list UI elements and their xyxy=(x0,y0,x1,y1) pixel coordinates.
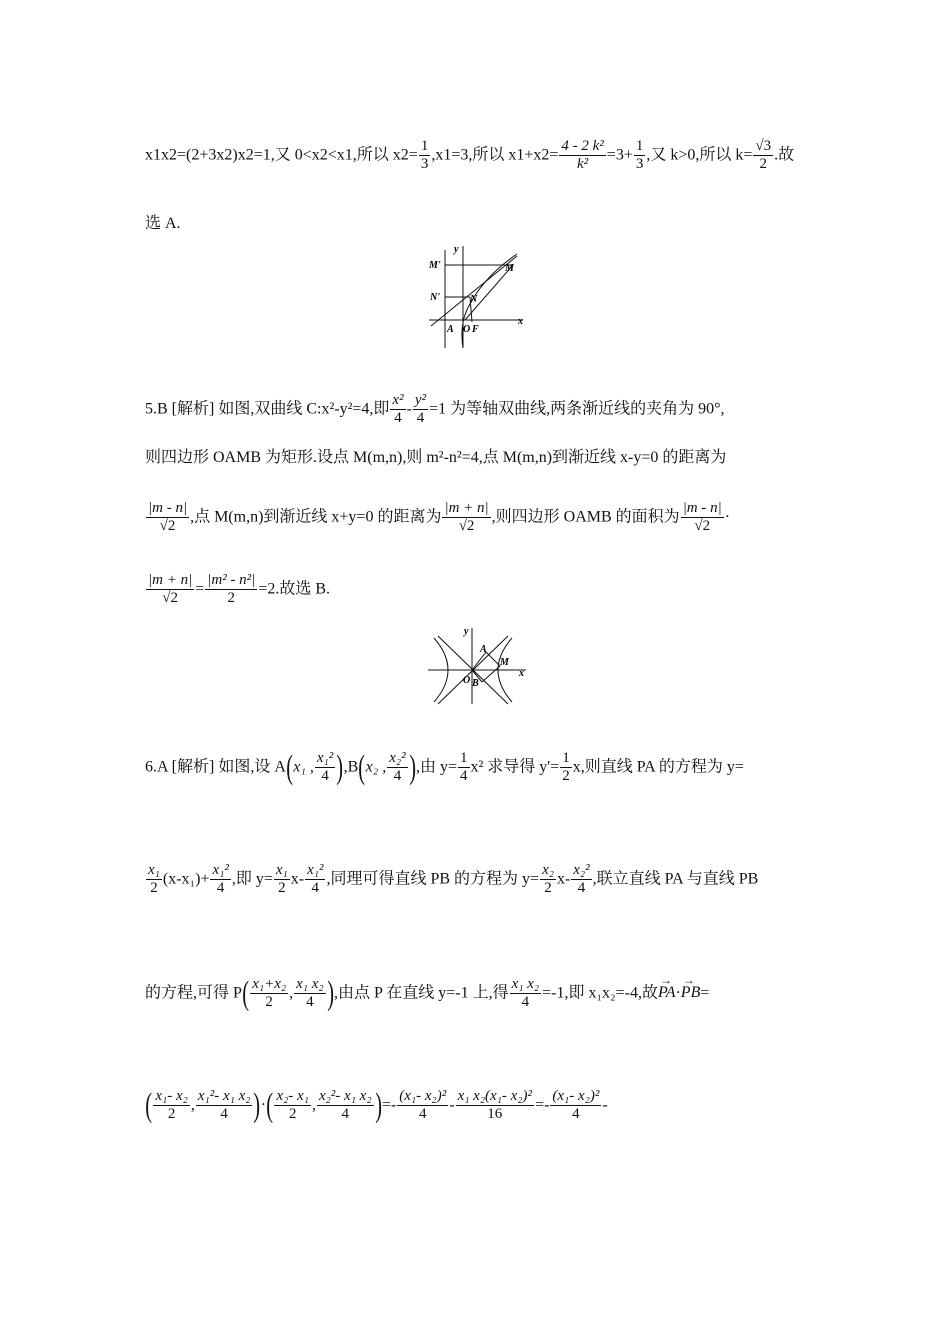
fraction: $\frac{\text{|m² - n²|}}{2}$ xyxy=(207,572,256,607)
label-O: O xyxy=(463,675,471,686)
fraction: $\frac{1}{4}$ xyxy=(460,750,468,785)
fraction: $\frac{\text{y²}}{4}$ xyxy=(414,392,427,427)
fraction: $\frac{\text{x₂²- x₁ x₂}}{4}$ xyxy=(318,1088,372,1123)
text: =2.故选 B. xyxy=(258,580,331,598)
text: x² 求导得 y'= xyxy=(470,758,560,776)
fraction: $\frac{|m - n|}{√2}$ xyxy=(148,500,188,535)
fraction: $\frac{\text{x₁}}{2}$ xyxy=(148,862,160,897)
solution-4-line xyxy=(145,138,794,174)
figure-parabola xyxy=(425,242,530,350)
fraction: $\frac{\text{x₁}}{2}$ xyxy=(275,862,288,897)
fraction: $\frac{\text{x₁ x₂(x₁- x₂)²}}{16}$ xyxy=(457,1088,533,1123)
text: ,x1=3,所以 x1+x2= xyxy=(431,146,559,164)
label-N-prime: N' xyxy=(430,292,440,303)
label-M: M xyxy=(500,657,509,668)
text: = xyxy=(195,580,205,598)
text: =1 为等轴双曲线,两条渐近线的夹角为 90°, xyxy=(429,400,725,418)
fraction: $\frac{1}{3}$ xyxy=(420,138,429,173)
text: 5.B [解析] 如图,双曲线 C:x²-y²=4,即 xyxy=(145,400,390,418)
label-x: x xyxy=(519,668,524,679)
text: x,则直线 PA 的方程为 y= xyxy=(572,758,744,776)
label-O: O xyxy=(463,324,471,335)
fraction: $\frac{\text{x₂²}}{4}$ xyxy=(573,862,590,897)
fraction: $\frac{\text{(x₁- x₂)²}}{4}$ xyxy=(399,1088,447,1123)
solution-5-line-4 xyxy=(145,572,330,608)
text: ,又 k>0,所以 k= xyxy=(646,146,753,164)
solution-5-line-1: 5.B [解析] 如图,双曲线 C:x²-y²=4,即 $\frac{\text{x²}}{4}$ - $\frac{\text{y²}}{4}$ =1 为等轴双曲线,两条渐近线的夹角为 90°, xyxy=(145,392,725,427)
fraction: $\frac{\text{x₂}}{2}$ xyxy=(542,862,554,897)
fraction: $\frac{\text{x₁²- x₁ x₂}}{4}$ xyxy=(197,1088,251,1123)
fraction: $\frac{\text{x₁²}}{4}$ xyxy=(307,862,324,897)
label-B: B xyxy=(472,678,479,689)
label-N: N xyxy=(470,294,478,305)
solution-6-line-1: 6.A [解析] 如图,设 A(x₁ , $\frac{\text{x₁²}}{4}$ ),B(x₂ , $\frac{\text{x₂²}}{4}$ ),由 y= $\frac{1}{4}$ x² 求导得 y'= $\frac{1}{2}$ x,则直线 PA 的方程为 y= xyxy=(145,748,744,786)
fraction: $\frac{1}{3}$ xyxy=(635,138,644,173)
answer-line: 选 A. xyxy=(145,215,181,232)
fraction: $\frac{\text{x₁²}}{4}$ xyxy=(316,750,334,785)
fraction: $\frac{\text{x₁+x₂}}{2}$ xyxy=(252,976,287,1011)
solution-6-line-3: 的方程,可得 P( $\frac{\text{x₁+x₂}}{2}$ , $\frac{\text{x₁ x₂}}{4}$ ),由点 P 在直线 y=-1 上,得 $\frac{\text{x₁ x₂}}{4}$ =-1,即 x₁x₂=-4,故→ PA·→ PB= xyxy=(145,976,709,1012)
label-A: A xyxy=(447,324,454,335)
vector-PB: → PB xyxy=(681,985,701,1001)
text: ,B xyxy=(343,758,359,776)
text: x1x2=(2+3x2)x2=1,又 0<x2<x1,所以 x2= xyxy=(145,146,418,164)
text: · xyxy=(724,508,731,526)
fraction: $\frac{\text{4 - 2 k²}}{\text{k²}}$ xyxy=(561,138,604,173)
text: ,由 y= xyxy=(415,758,457,776)
label-y: y xyxy=(464,626,469,637)
fraction: $\frac{|m - n|}{√2}$ xyxy=(682,500,722,535)
label-M: M xyxy=(505,263,514,274)
label-A: A xyxy=(480,644,487,655)
fraction: $\frac{\text{x₁- x₂}}{2}$ xyxy=(155,1088,188,1123)
solution-6-line-4: ( $\frac{\text{x₁- x₂}}{2}$ , $\frac{\text{x₁²- x₁ x₂}}{4}$ )·( $\frac{\text{x₂- x₁}}{2}$ , $\frac{\text{x₂²- x₁ x₂}}{4}$ )=- $\frac{\text{(x₁- x₂)²}}{4}$ - $\frac{\text{x₁ x₂(x₁- x₂)²}}{16}$ =- $\frac{\text{(x₁- x₂)²}}{4}$ - xyxy=(145,1086,608,1124)
text: ,则四边形 OAMB 的面积为 xyxy=(491,508,680,526)
fraction: $\frac{\text{x₂²}}{4}$ xyxy=(389,750,406,785)
fraction: $\frac{\text{x₂- x₁}}{2}$ xyxy=(276,1088,309,1123)
text: =3+ xyxy=(606,146,633,164)
fraction: $\frac{1}{2}$ xyxy=(562,750,570,785)
label-M-prime: M' xyxy=(429,260,441,271)
label-y: y xyxy=(454,244,459,255)
fraction: $\frac{|m + n|}{√2}$ xyxy=(444,500,489,535)
text: ,点 M(m,n)到渐近线 x+y=0 的距离为 xyxy=(190,508,442,526)
fraction: $\frac{√3}{2}$ xyxy=(755,138,772,173)
fraction: $\frac{\text{x₁ x₂}}{4}$ xyxy=(296,976,324,1011)
text: 6.A [解析] 如图,设 A xyxy=(145,758,286,776)
fraction: $\frac{|m + n|}{√2}$ xyxy=(148,572,193,607)
solution-5-line-3 xyxy=(145,500,730,536)
text: .故 xyxy=(774,146,795,164)
label-x: x xyxy=(518,316,523,327)
label-F: F xyxy=(472,324,479,335)
fraction: $\frac{\text{x₁²}}{4}$ xyxy=(212,862,229,897)
fraction: $\frac{\text{(x₁- x₂)²}}{4}$ xyxy=(552,1088,600,1123)
fraction: $\frac{\text{x₁ x₂}}{4}$ xyxy=(511,976,540,1011)
solution-6-line-2: $\frac{\text{x₁}}{2}$ (x-x₁)+ $\frac{\text{x₁²}}{4}$ ,即 y= $\frac{\text{x₁}}{2}$ x- $\frac{\text{x₁²}}{4}$ ,同理可得直线 PB 的方程为 y= $\frac{\text{x₂}}{2}$ x- $\frac{\text{x₂²}}{4}$ ,联立直线 PA 与直线 PB xyxy=(148,862,759,897)
vector-PA: → PA xyxy=(658,985,675,1001)
solution-5-line-2: 则四边形 OAMB 为矩形.设点 M(m,n),则 m²-n²=4,点 M(m,n)到渐近线 x-y=0 的距离为 xyxy=(145,449,727,466)
figure-hyperbola xyxy=(426,624,528,706)
fraction: $\frac{\text{x²}}{4}$ xyxy=(392,392,404,427)
